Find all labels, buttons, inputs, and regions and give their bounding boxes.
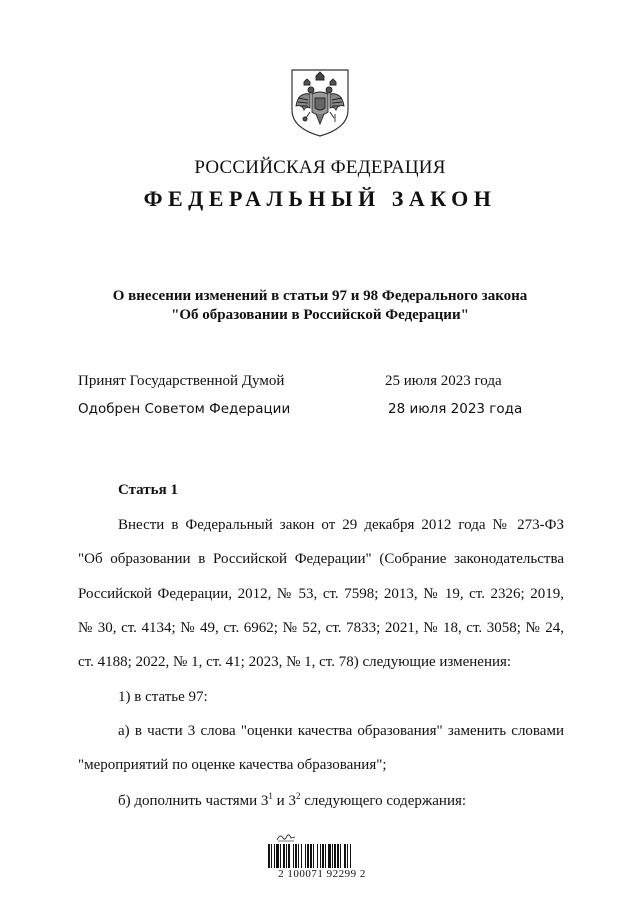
- barcode-bar: [337, 844, 339, 868]
- barcode-bar: [328, 844, 331, 868]
- duma-date: 25 июля 2023 года: [385, 373, 502, 389]
- subject-line-1: О внесении изменений в статьи 97 и 98 Федерального закона: [112, 288, 528, 304]
- barcode-bar: [313, 844, 314, 868]
- article-line-4: № 30, ст. 4134; № 49, ст. 6962; № 52, ст. 7833; 2021, № 18, ст. 3058; № 24,: [78, 620, 564, 636]
- item-b-pre: б) дополнить частями 3: [118, 793, 269, 809]
- barcode-bar: [317, 844, 318, 868]
- country-heading: РОССИЙСКАЯ ФЕДЕРАЦИЯ: [194, 157, 446, 178]
- item-1: 1) в статье 97:: [118, 689, 208, 705]
- barcode-bar: [271, 844, 272, 868]
- duma-label: Принят Государственной Думой: [78, 373, 285, 389]
- barcode-bar: [301, 844, 302, 868]
- barcode-bar: [340, 844, 341, 868]
- barcode: [262, 832, 382, 882]
- barcode-bar: [295, 844, 297, 868]
- barcode-bar: [280, 844, 281, 868]
- barcode-bar: [286, 844, 287, 868]
- item-a-line-2: "мероприятий по оценке качества образования";: [78, 757, 387, 773]
- council-date: 28 июля 2023 года: [388, 401, 523, 417]
- barcode-bar: [332, 844, 333, 868]
- barcode-bar: [274, 844, 275, 868]
- article-line-5: ст. 4188; 2022, № 1, ст. 41; 2023, № 1, ст. 78) следующие изменения:: [78, 654, 512, 670]
- barcode-bar: [334, 844, 336, 868]
- law-subject: [0, 287, 640, 325]
- barcode-bar: [344, 844, 346, 868]
- barcode-bar: [288, 844, 290, 868]
- barcode-bar: [322, 844, 324, 868]
- article-line-1: Внести в Федеральный закон от 29 декабря 2012 года № 273-ФЗ: [118, 517, 564, 533]
- barcode-bar: [276, 844, 279, 868]
- barcode-bar: [310, 844, 312, 868]
- coat-of-arms-emblem-icon: [288, 66, 352, 138]
- barcode-bar: [347, 844, 348, 868]
- council-label: Одобрен Советом Федерации: [78, 401, 291, 417]
- signature-mark-icon: [276, 832, 296, 842]
- barcode-bar: [293, 844, 294, 868]
- item-a-line-1: а) в части 3 слова "оценки качества образования" заменить словами: [118, 723, 564, 739]
- law-type-title: ФЕДЕРАЛЬНЫЙ ЗАКОН: [143, 186, 497, 211]
- barcode-bar: [305, 844, 306, 868]
- subject-line-2: "Об образовании в Российской Федерации": [171, 307, 469, 323]
- barcode-digits: 2 100071 92299 2: [278, 868, 366, 880]
- barcode-bar: [268, 844, 270, 868]
- barcode-bar: [283, 844, 285, 868]
- barcode-bar: [307, 844, 309, 868]
- barcode-bar: [325, 844, 326, 868]
- item-b-sup-1: 1: [268, 791, 273, 801]
- article-line-3: Российской Федерации, 2012, № 53, ст. 7598; 2013, № 19, ст. 2326; 2019,: [78, 586, 564, 602]
- barcode-bar: [298, 844, 299, 868]
- item-b-mid: и 3: [272, 793, 296, 809]
- item-b-sup-2: 2: [295, 791, 301, 801]
- article-line-2: "Об образовании в Российской Федерации" (Собрание законодательства: [78, 551, 564, 567]
- barcode-bar: [350, 844, 351, 868]
- barcode-bars-icon: [268, 844, 376, 868]
- article-heading: Статья 1: [118, 482, 178, 498]
- barcode-bar: [320, 844, 321, 868]
- item-b-post: следующего содержания:: [300, 793, 467, 809]
- item-b: [118, 791, 604, 810]
